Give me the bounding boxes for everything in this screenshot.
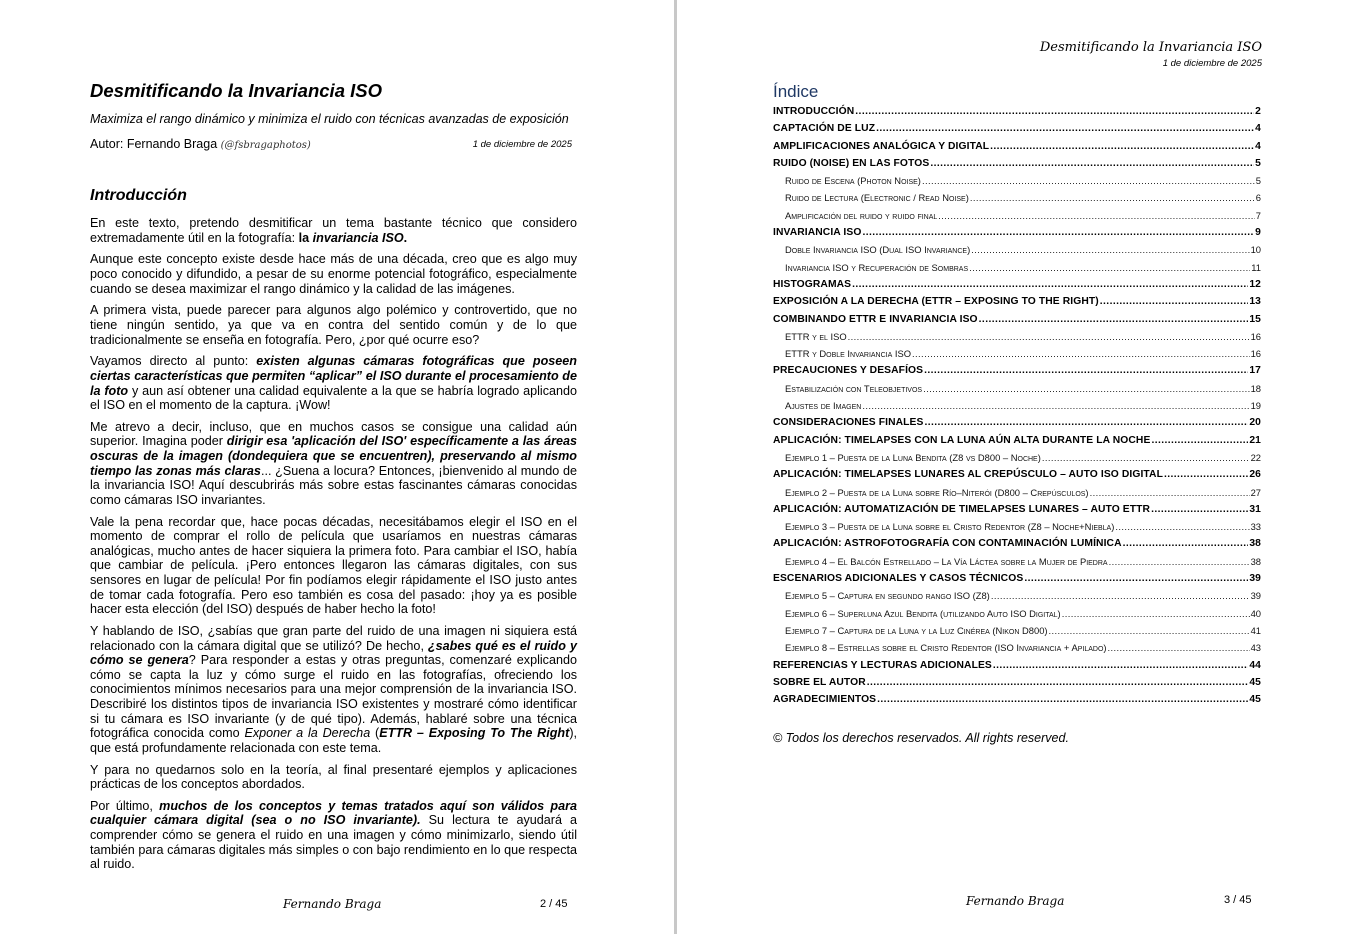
toc-leader-dots xyxy=(1109,556,1250,567)
toc-entry-page: 2 xyxy=(1255,106,1261,117)
toc-entry[interactable] xyxy=(773,158,1261,175)
toc-entry-page: 43 xyxy=(1250,642,1261,654)
toc-entry-label: APLICACIÓN: ASTROFOTOGRAFÍA CON CONTAMINACIÓN LUMÍNICA xyxy=(773,538,1122,550)
text-run: En este texto, pretendo desmitificar un tema bastante técnico que considero extremadamente útil en la fotografía: xyxy=(90,216,577,245)
table-of-contents xyxy=(773,106,1261,711)
running-header-title: Desmitificando la Invariancia ISO xyxy=(1039,40,1262,55)
text-run: ? Para responder a estas y otras preguntas, comenzaré explicando cómo se capta la luz y cómo surge el ruido en las fotografías, ofreciendo los conocimientos mínimos necesarios para una mejor comprensión de la invariancia ISO. Describiré los distintos tipos de invariancia ISO existentes y mostraré cómo identificar si tu cámara es ISO invariante (y de qué tipo). Además, hablaré sobre una técnica fotográfica conocida como xyxy=(90,653,577,741)
toc-entry-page: 26 xyxy=(1249,469,1261,481)
toc-leader-dots xyxy=(877,694,1248,705)
toc-entry-label: Invariancia ISO y Recuperación de Sombras xyxy=(785,261,969,273)
toc-entry-page: 18 xyxy=(1250,382,1261,394)
toc-leader-dots xyxy=(852,279,1248,290)
toc-entry-label: Ruido de Lectura (Electronic / Read Noise) xyxy=(785,192,969,204)
toc-subentry[interactable] xyxy=(773,521,1261,538)
toc-entry-label: Amplificación del ruido y ruido final xyxy=(785,209,938,221)
text-run: Su lectura te ayudará a comprender cómo se genera el ruido en una imagen y cómo minimizarlo, siendo útil también para cámaras digitales más simples o con bajo rendimiento en lo que respecta al ruido. xyxy=(90,813,578,872)
toc-subentry[interactable] xyxy=(773,608,1261,625)
text-run-bold: . xyxy=(403,230,408,245)
toc-entry[interactable] xyxy=(773,279,1261,296)
toc-entry[interactable] xyxy=(773,573,1261,590)
toc-entry-page: 4 xyxy=(1255,140,1261,152)
toc-entry-label: ETTR y el ISO xyxy=(785,330,847,342)
toc-subentry[interactable] xyxy=(773,348,1261,365)
toc-leader-dots xyxy=(923,383,1249,394)
toc-entry-label: Ejemplo 5 – Captura en segundo rango ISO (Z8) xyxy=(785,590,990,602)
toc-leader-dots xyxy=(1062,608,1250,619)
toc-entry-page: 33 xyxy=(1250,521,1261,533)
toc-entry-page: 45 xyxy=(1249,676,1261,688)
text-run: ... ¿Suena a locura? Entonces, ¡bienvenido al mundo de la invariancia ISO! Aquí descubrirás más sobre estas fascinantes cámaras conocidas como cámaras ISO invariantes. xyxy=(90,463,577,507)
page-number: 3 / 45 xyxy=(1224,894,1252,906)
body-text xyxy=(90,216,577,879)
toc-leader-dots xyxy=(1151,435,1248,446)
toc-entry[interactable] xyxy=(773,660,1261,677)
toc-entry-page: 16 xyxy=(1250,330,1261,342)
toc-entry-page: 44 xyxy=(1249,659,1261,671)
toc-entry-label: ESCENARIOS ADICIONALES Y CASOS TÉCNICOS xyxy=(773,573,1024,585)
text-run-bold-italic: existen algunas cámaras fotográficas que poseen ciertas características que permiten “aplicar” el ISO durante el procesamiento de la foto xyxy=(90,354,577,398)
toc-entry-label: Ejemplo 8 – Estrellas sobre el Cristo Redentor (ISO Invariancia + Apilado) xyxy=(785,642,1107,654)
toc-subentry[interactable] xyxy=(773,192,1261,209)
copyright-notice: © Todos los derechos reservados. All rights reserved. xyxy=(773,731,1069,745)
toc-entry-label: Doble Invariancia ISO (Dual ISO Invariance) xyxy=(785,244,971,256)
toc-leader-dots xyxy=(1090,487,1250,498)
toc-leader-dots xyxy=(969,262,1250,273)
toc-subentry[interactable] xyxy=(773,383,1261,400)
toc-entry-label: CAPTACIÓN DE LUZ xyxy=(773,123,876,135)
toc-subentry[interactable] xyxy=(773,487,1261,504)
toc-entry-label: Ejemplo 2 – Puesta de la Luna sobre Río–Niterói (D800 – Crepúsculos) xyxy=(785,486,1089,498)
text-run-bold-italic: dirigir esa 'aplicación del ISO' específicamente a las áreas oscuras de la imagen (dondequiera que se encuentren), preservando al mismo tiempo las zonas más claras xyxy=(90,434,577,478)
toc-leader-dots xyxy=(1049,625,1250,636)
toc-leader-dots xyxy=(1024,573,1248,584)
toc-entry-page: 5 xyxy=(1255,157,1261,169)
text-run: Me atrevo a decir, incluso, que en muchos casos se consigue una calidad aún superior. Imagina poder xyxy=(90,419,577,449)
toc-heading: Índice xyxy=(773,82,819,101)
toc-entry-label: Ejemplo 4 – El Balcón Estrellado – La Vía Láctea sobre la Mujer de Piedra xyxy=(785,555,1108,567)
toc-entry-page: 17 xyxy=(1249,365,1261,377)
text-run: y aun así obtener una calidad equivalente a la que se habría logrado aplicando el ISO en el momento de la captura. ¡Wow! xyxy=(90,383,578,413)
toc-entry-label: Ajustes de Imagen xyxy=(785,400,862,412)
toc-entry[interactable] xyxy=(773,314,1261,331)
toc-subentry[interactable] xyxy=(773,625,1261,642)
toc-leader-dots xyxy=(924,365,1248,376)
toc-leader-dots xyxy=(848,331,1250,342)
paragraph: Aunque este concepto existe desde hace más de una década, creo que es algo muy poco conocido y difundido, a pesar de su enorme potencial fotográfico, especialmente cuando se desea maximizar el rango dinámico y la calidad de las imágenes. xyxy=(90,252,577,296)
toc-entry[interactable] xyxy=(773,123,1261,140)
toc-entry-label: Estabilización con Teleobjetivos xyxy=(785,382,923,394)
paragraph xyxy=(90,799,577,872)
toc-entry-label: Ejemplo 3 – Puesta de la Luna sobre el Cristo Redentor (Z8 – Noche+Niebla) xyxy=(785,521,1115,533)
toc-entry[interactable] xyxy=(773,141,1261,158)
document-title: Desmitificando la Invariancia ISO xyxy=(90,80,382,101)
toc-entry-label: PRECAUCIONES Y DESAFÍOS xyxy=(773,365,924,377)
toc-entry-label: EXPOSICIÓN A LA DERECHA (ETTR – EXPOSING TO THE RIGHT) xyxy=(773,296,1099,308)
toc-subentry[interactable] xyxy=(773,556,1261,573)
toc-entry-page: 20 xyxy=(1249,417,1261,429)
toc-subentry[interactable] xyxy=(773,210,1261,227)
paragraph: A primera vista, puede parecer para algunos algo polémico y controvertido, que no tiene ningún sentido, ya que va en contra del sentido común y de lo que tradicionalmente se enseña en fotografía. Pero, ¿por qué ocurre eso? xyxy=(90,303,577,347)
toc-subentry[interactable] xyxy=(773,175,1261,192)
page-number: 2 / 45 xyxy=(540,898,568,910)
toc-entry[interactable] xyxy=(773,677,1261,694)
text-run-bold-italic: ¿sabes qué es el ruido y cómo se genera xyxy=(90,638,577,668)
toc-leader-dots xyxy=(930,158,1254,169)
toc-subentry[interactable] xyxy=(773,642,1261,659)
paragraph: Vale la pena recordar que, hace pocas décadas, necesitábamos elegir el ISO en el momento de comprar el rollo de película que usaríamos en nuestras cámaras analógicas, mucho antes de hacer siquiera la primera foto. Para cambiar el ISO, había que cambiar de película. ¡Pero entonces llegaron las cámaras digitales, con sus sensores en lugar de película! Por fin podíamos elegir rápidamente el ISO justo antes de tomar cada fotografía. Pero eso también es cosa del pasado: ¡hoy ya es posible hacer esta elección (del ISO) después de haber hecho la foto! xyxy=(90,514,577,617)
toc-entry[interactable] xyxy=(773,417,1261,434)
toc-entry-page: 27 xyxy=(1250,486,1261,498)
toc-leader-dots xyxy=(971,244,1249,255)
toc-leader-dots xyxy=(855,106,1254,117)
toc-entry-page: 39 xyxy=(1249,573,1261,585)
toc-entry-page: 7 xyxy=(1255,209,1261,221)
toc-entry-label: APLICACIÓN: TIMELAPSES CON LA LUNA AÚN ALTA DURANTE LA NOCHE xyxy=(773,434,1151,446)
text-run-bold-italic: muchos de los conceptos y temas tratados aquí son válidos para cualquier cámara digital (sea o no ISO invariante). xyxy=(90,798,577,828)
toc-subentry[interactable] xyxy=(773,331,1261,348)
paragraph xyxy=(90,624,577,755)
toc-entry-page: 21 xyxy=(1249,434,1261,446)
toc-entry-label: ETTR y Doble Invariancia ISO xyxy=(785,348,912,360)
toc-subentry[interactable] xyxy=(773,452,1261,469)
toc-entry-page: 9 xyxy=(1255,227,1261,239)
toc-entry[interactable] xyxy=(773,469,1261,486)
toc-leader-dots xyxy=(970,192,1255,203)
toc-entry-label: AGRADECIMIENTOS xyxy=(773,694,877,706)
toc-entry-label: Ejemplo 7 – Captura de la Luna y la Luz Cinérea (Nikon D800) xyxy=(785,624,1048,636)
toc-leader-dots xyxy=(1100,296,1249,307)
toc-leader-dots xyxy=(922,175,1255,186)
toc-leader-dots xyxy=(1164,469,1248,480)
paragraph xyxy=(90,420,577,508)
toc-entry-label: Ruido de Escena (Photon Noise) xyxy=(785,175,921,187)
toc-entry-label: INTRODUCCIÓN xyxy=(773,106,855,117)
toc-entry-page: 13 xyxy=(1249,296,1261,308)
text-run: ( xyxy=(370,726,380,741)
toc-entry-page: 4 xyxy=(1255,123,1261,135)
toc-subentry[interactable] xyxy=(773,262,1261,279)
toc-entry[interactable] xyxy=(773,365,1261,382)
toc-entry-page: 10 xyxy=(1250,244,1261,256)
toc-entry-label: HISTOGRAMAS xyxy=(773,278,852,290)
toc-subentry[interactable] xyxy=(773,590,1261,607)
document-page-2 xyxy=(0,0,674,934)
toc-leader-dots xyxy=(993,660,1248,671)
text-run: ), que está profundamente relacionada con este tema. xyxy=(90,726,578,755)
toc-entry-label: APLICACIÓN: AUTOMATIZACIÓN DE TIMELAPSES LUNARES – AUTO ETTR xyxy=(773,503,1151,515)
toc-leader-dots xyxy=(1042,452,1250,463)
toc-subentry[interactable] xyxy=(773,244,1261,261)
toc-entry-label: Ejemplo 1 – Puesta de la Luna Bendita (Z8 vs D800 – Noche) xyxy=(785,451,1041,463)
toc-entry-page: 6 xyxy=(1255,192,1261,204)
toc-entry-label: INVARIANCIA ISO xyxy=(773,227,862,239)
author-line xyxy=(90,137,572,151)
paragraph xyxy=(90,354,577,412)
toc-entry-page: 39 xyxy=(1250,590,1261,602)
footer-author: Fernando Braga xyxy=(283,897,382,911)
toc-subentry[interactable] xyxy=(773,400,1261,417)
toc-entry[interactable] xyxy=(773,504,1261,521)
toc-leader-dots xyxy=(979,314,1249,325)
author-handle: (@fsbragaphotos) xyxy=(220,140,311,151)
toc-entry-page: 16 xyxy=(1250,348,1261,360)
toc-leader-dots xyxy=(938,210,1254,221)
toc-leader-dots xyxy=(1115,521,1249,532)
toc-entry-label: SOBRE EL AUTOR xyxy=(773,676,866,688)
text-run-bold-italic: invariancia ISO xyxy=(312,230,404,245)
text-run: Por último, xyxy=(90,798,160,813)
toc-leader-dots xyxy=(1108,642,1250,653)
toc-leader-dots xyxy=(862,400,1249,411)
text-run: Vayamos directo al punto: xyxy=(90,354,257,369)
toc-leader-dots xyxy=(876,123,1254,134)
toc-entry-page: 41 xyxy=(1250,624,1261,636)
toc-entry-page: 31 xyxy=(1249,503,1261,515)
toc-entry[interactable] xyxy=(773,694,1261,711)
paragraph: Y para no quedarnos solo en la teoría, al final presentaré ejemplos y aplicaciones prácticas de los conceptos abordados. xyxy=(90,762,577,792)
toc-leader-dots xyxy=(1151,504,1248,515)
toc-entry-page: 38 xyxy=(1249,538,1261,550)
section-heading-introduccion: Introducción xyxy=(90,187,187,204)
toc-entry-page: 19 xyxy=(1250,400,1261,412)
toc-entry-label: AMPLIFICACIONES ANALÓGICA Y DIGITAL xyxy=(773,140,990,152)
toc-entry[interactable] xyxy=(773,435,1261,452)
toc-entry-label: REFERENCIAS Y LECTURAS ADICIONALES xyxy=(773,659,992,671)
document-page-3 xyxy=(677,0,1354,934)
toc-entry[interactable] xyxy=(773,106,1261,123)
toc-entry-label: CONSIDERACIONES FINALES xyxy=(773,417,924,429)
text-run: Y hablando de ISO, ¿sabías que gran parte del ruido de una imagen ni siquiera está relacionado con la cámara digital que se utilizó? De hecho, xyxy=(90,623,577,653)
toc-leader-dots xyxy=(867,677,1249,688)
toc-leader-dots xyxy=(990,141,1254,152)
text-run-bold-italic: ETTR – Exposing To The Right xyxy=(379,726,570,741)
toc-entry-page: 38 xyxy=(1250,555,1261,567)
toc-leader-dots xyxy=(862,227,1254,238)
running-header-date: 1 de diciembre de 2025 xyxy=(1162,58,1262,69)
toc-entry[interactable] xyxy=(773,227,1261,244)
toc-leader-dots xyxy=(1123,538,1249,549)
toc-entry-page: 15 xyxy=(1249,313,1261,325)
toc-leader-dots xyxy=(912,348,1250,359)
text-run-italic: Exponer a la Derecha xyxy=(244,726,371,741)
toc-entry-label: COMBINANDO ETTR E INVARIANCIA ISO xyxy=(773,313,978,325)
text-run-bold: la xyxy=(298,230,313,245)
toc-entry-label: APLICACIÓN: TIMELAPSES LUNARES AL CREPÚSCULO – AUTO ISO DIGITAL xyxy=(773,469,1163,481)
toc-entry-label: RUIDO (NOISE) EN LAS FOTOS xyxy=(773,157,930,169)
toc-leader-dots xyxy=(991,590,1250,601)
toc-entry-page: 5 xyxy=(1255,175,1261,187)
toc-leader-dots xyxy=(924,417,1248,428)
footer-author: Fernando Braga xyxy=(966,894,1065,908)
toc-entry-page: 11 xyxy=(1251,261,1261,273)
author-label: Autor: Fernando Braga xyxy=(90,137,221,151)
document-subtitle: Maximiza el rango dinámico y minimiza el ruido con técnicas avanzadas de exposición xyxy=(90,112,569,126)
toc-entry-page: 22 xyxy=(1250,451,1261,463)
toc-entry-label: Ejemplo 6 – Superluna Azul Bendita (utilizando Auto ISO Digital) xyxy=(785,607,1061,619)
toc-entry[interactable] xyxy=(773,296,1261,313)
toc-entry-page: 12 xyxy=(1249,278,1261,290)
paragraph xyxy=(90,216,577,245)
document-date: 1 de diciembre de 2025 xyxy=(472,139,572,150)
toc-entry-page: 40 xyxy=(1250,607,1261,619)
toc-entry[interactable] xyxy=(773,538,1261,555)
toc-entry-page: 45 xyxy=(1249,694,1261,706)
